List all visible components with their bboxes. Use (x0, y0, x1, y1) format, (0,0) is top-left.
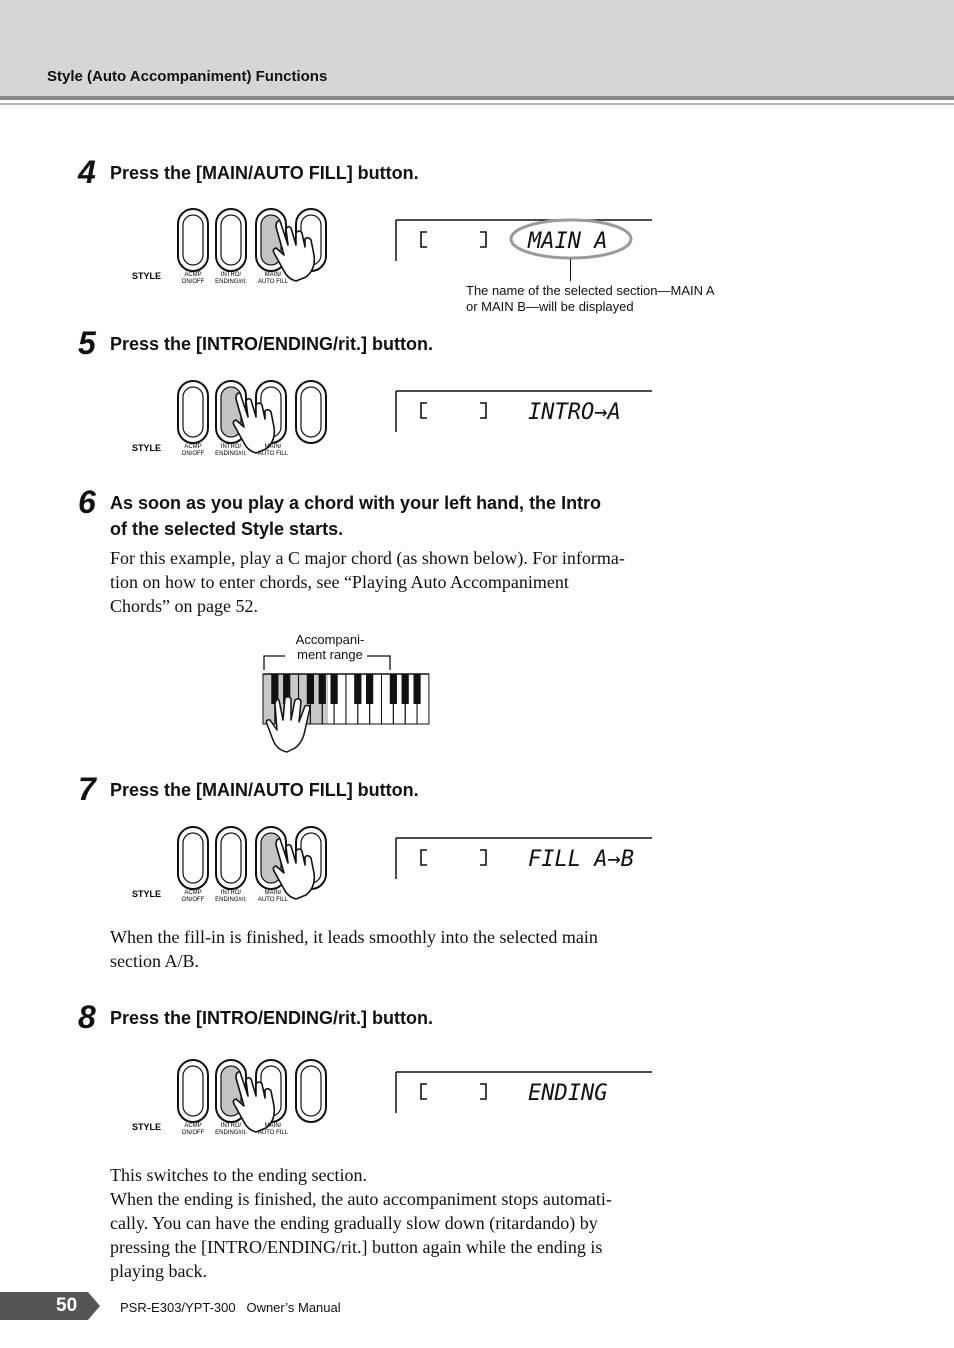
lcd-display (392, 388, 654, 438)
black-key (402, 674, 409, 704)
section-title: Style (Auto Accompaniment) Functions (47, 68, 328, 85)
step-number: 8 (78, 999, 96, 1035)
btn-label: AUTO FILL (257, 897, 289, 903)
manual-title: PSR-E303/YPT-300 Owner’s Manual (120, 1300, 341, 1315)
button-acmp (178, 381, 208, 443)
btn-label: ENDING/rit. (215, 1130, 247, 1136)
btn-label: AUTO FILL (257, 1130, 289, 1136)
display-caption: The name of the selected section—MAIN A or MAIN B—will be displayed (466, 283, 715, 314)
style-label: STYLE (132, 1122, 162, 1132)
button-panel-diagram (128, 1056, 348, 1138)
btn-label: ACMP (184, 444, 202, 450)
range-bracket (264, 656, 285, 670)
black-key (413, 674, 420, 704)
step-title: Press the [MAIN/AUTO FILL] button. (110, 163, 419, 183)
btn-label: MAIN/ (264, 272, 282, 278)
step-number: 4 (78, 154, 96, 190)
btn-label: INTRO/ (220, 890, 242, 896)
black-key (307, 674, 314, 704)
button-acmp (178, 827, 208, 889)
btn-label: AUTO FILL (257, 279, 289, 285)
step-number: 6 (78, 484, 96, 520)
btn-label: INTRO/ (220, 1123, 242, 1129)
step-title: Press the [INTRO/ENDING/rit.] button. (110, 1008, 434, 1028)
btn-label: ON/OFF (181, 897, 205, 903)
step-title: Press the [INTRO/ENDING/rit.] button. (110, 334, 434, 354)
btn-label: AUTO FILL (257, 451, 289, 457)
button-intro-ending (216, 827, 246, 889)
button-intro-ending (216, 209, 246, 271)
btn-label: ACMP (184, 1123, 202, 1129)
step-title: Press the [MAIN/AUTO FILL] button. (110, 780, 419, 800)
btn-label: MAIN/ (264, 890, 282, 896)
black-key (390, 674, 397, 704)
step-body: For this example, play a C major chord (as shown below). For informa- tion on how to enter chords, see “Playing Auto Accompaniment Chords” on page 52. (110, 548, 625, 616)
btn-label: ON/OFF (181, 1130, 205, 1136)
btn-label: ON/OFF (181, 451, 205, 457)
button-panel-diagram (128, 205, 348, 287)
keyboard-diagram (255, 648, 440, 754)
btn-label: INTRO/ (220, 272, 242, 278)
page-number-tab (0, 1292, 100, 1320)
btn-label: ON/OFF (181, 279, 205, 285)
btn-label: ENDING/rit. (215, 897, 247, 903)
step-title: As soon as you play a chord with your left hand, the Intro of the selected Style starts. (110, 493, 602, 539)
button-panel-diagram (128, 377, 348, 459)
lcd-display (392, 217, 654, 267)
btn-label: MAIN/ (264, 1123, 282, 1129)
button-acmp (178, 1060, 208, 1122)
btn-label: MAIN/ (264, 444, 282, 450)
btn-label: ENDING/rit. (215, 451, 247, 457)
step-number: 5 (78, 325, 96, 361)
btn-label: ENDING/rit. (215, 279, 247, 285)
style-label: STYLE (132, 271, 162, 281)
callout-line (570, 259, 571, 281)
button-extra (296, 381, 326, 443)
button-panel-diagram (128, 823, 348, 905)
header-rule-thin (0, 103, 954, 105)
lcd-display (392, 1069, 654, 1119)
header-rule (0, 96, 954, 100)
lcd-text: INTRO→A (528, 400, 621, 425)
range-bracket (367, 656, 390, 670)
black-key (354, 674, 361, 704)
btn-label: ACMP (184, 272, 202, 278)
button-acmp (178, 209, 208, 271)
lcd-display (392, 835, 654, 885)
btn-label: INTRO/ (220, 444, 242, 450)
keyboard-range-label: Accompani- ment range (295, 632, 365, 662)
btn-label: ACMP (184, 890, 202, 896)
black-key (319, 674, 326, 704)
button-extra (296, 1060, 326, 1122)
step-number: 7 (78, 771, 96, 807)
black-key (366, 674, 373, 704)
page-number: 50 (56, 1295, 78, 1316)
black-key (331, 674, 338, 704)
lcd-text: FILL A→B (528, 847, 634, 872)
step-body: When the fill-in is finished, it leads smoothly into the selected main section A/B. (110, 927, 598, 971)
step-body: This switches to the ending section. When the ending is finished, the auto accompaniment stops automati- cally. You can have the ending gradually slow down (ritardando) by pressing the [INTRO/ENDING/rit.] button again while the ending is playing back. (110, 1165, 612, 1281)
style-label: STYLE (132, 889, 162, 899)
style-label: STYLE (132, 443, 162, 453)
lcd-text: MAIN A (528, 229, 608, 254)
lcd-text: ENDING (528, 1081, 608, 1106)
